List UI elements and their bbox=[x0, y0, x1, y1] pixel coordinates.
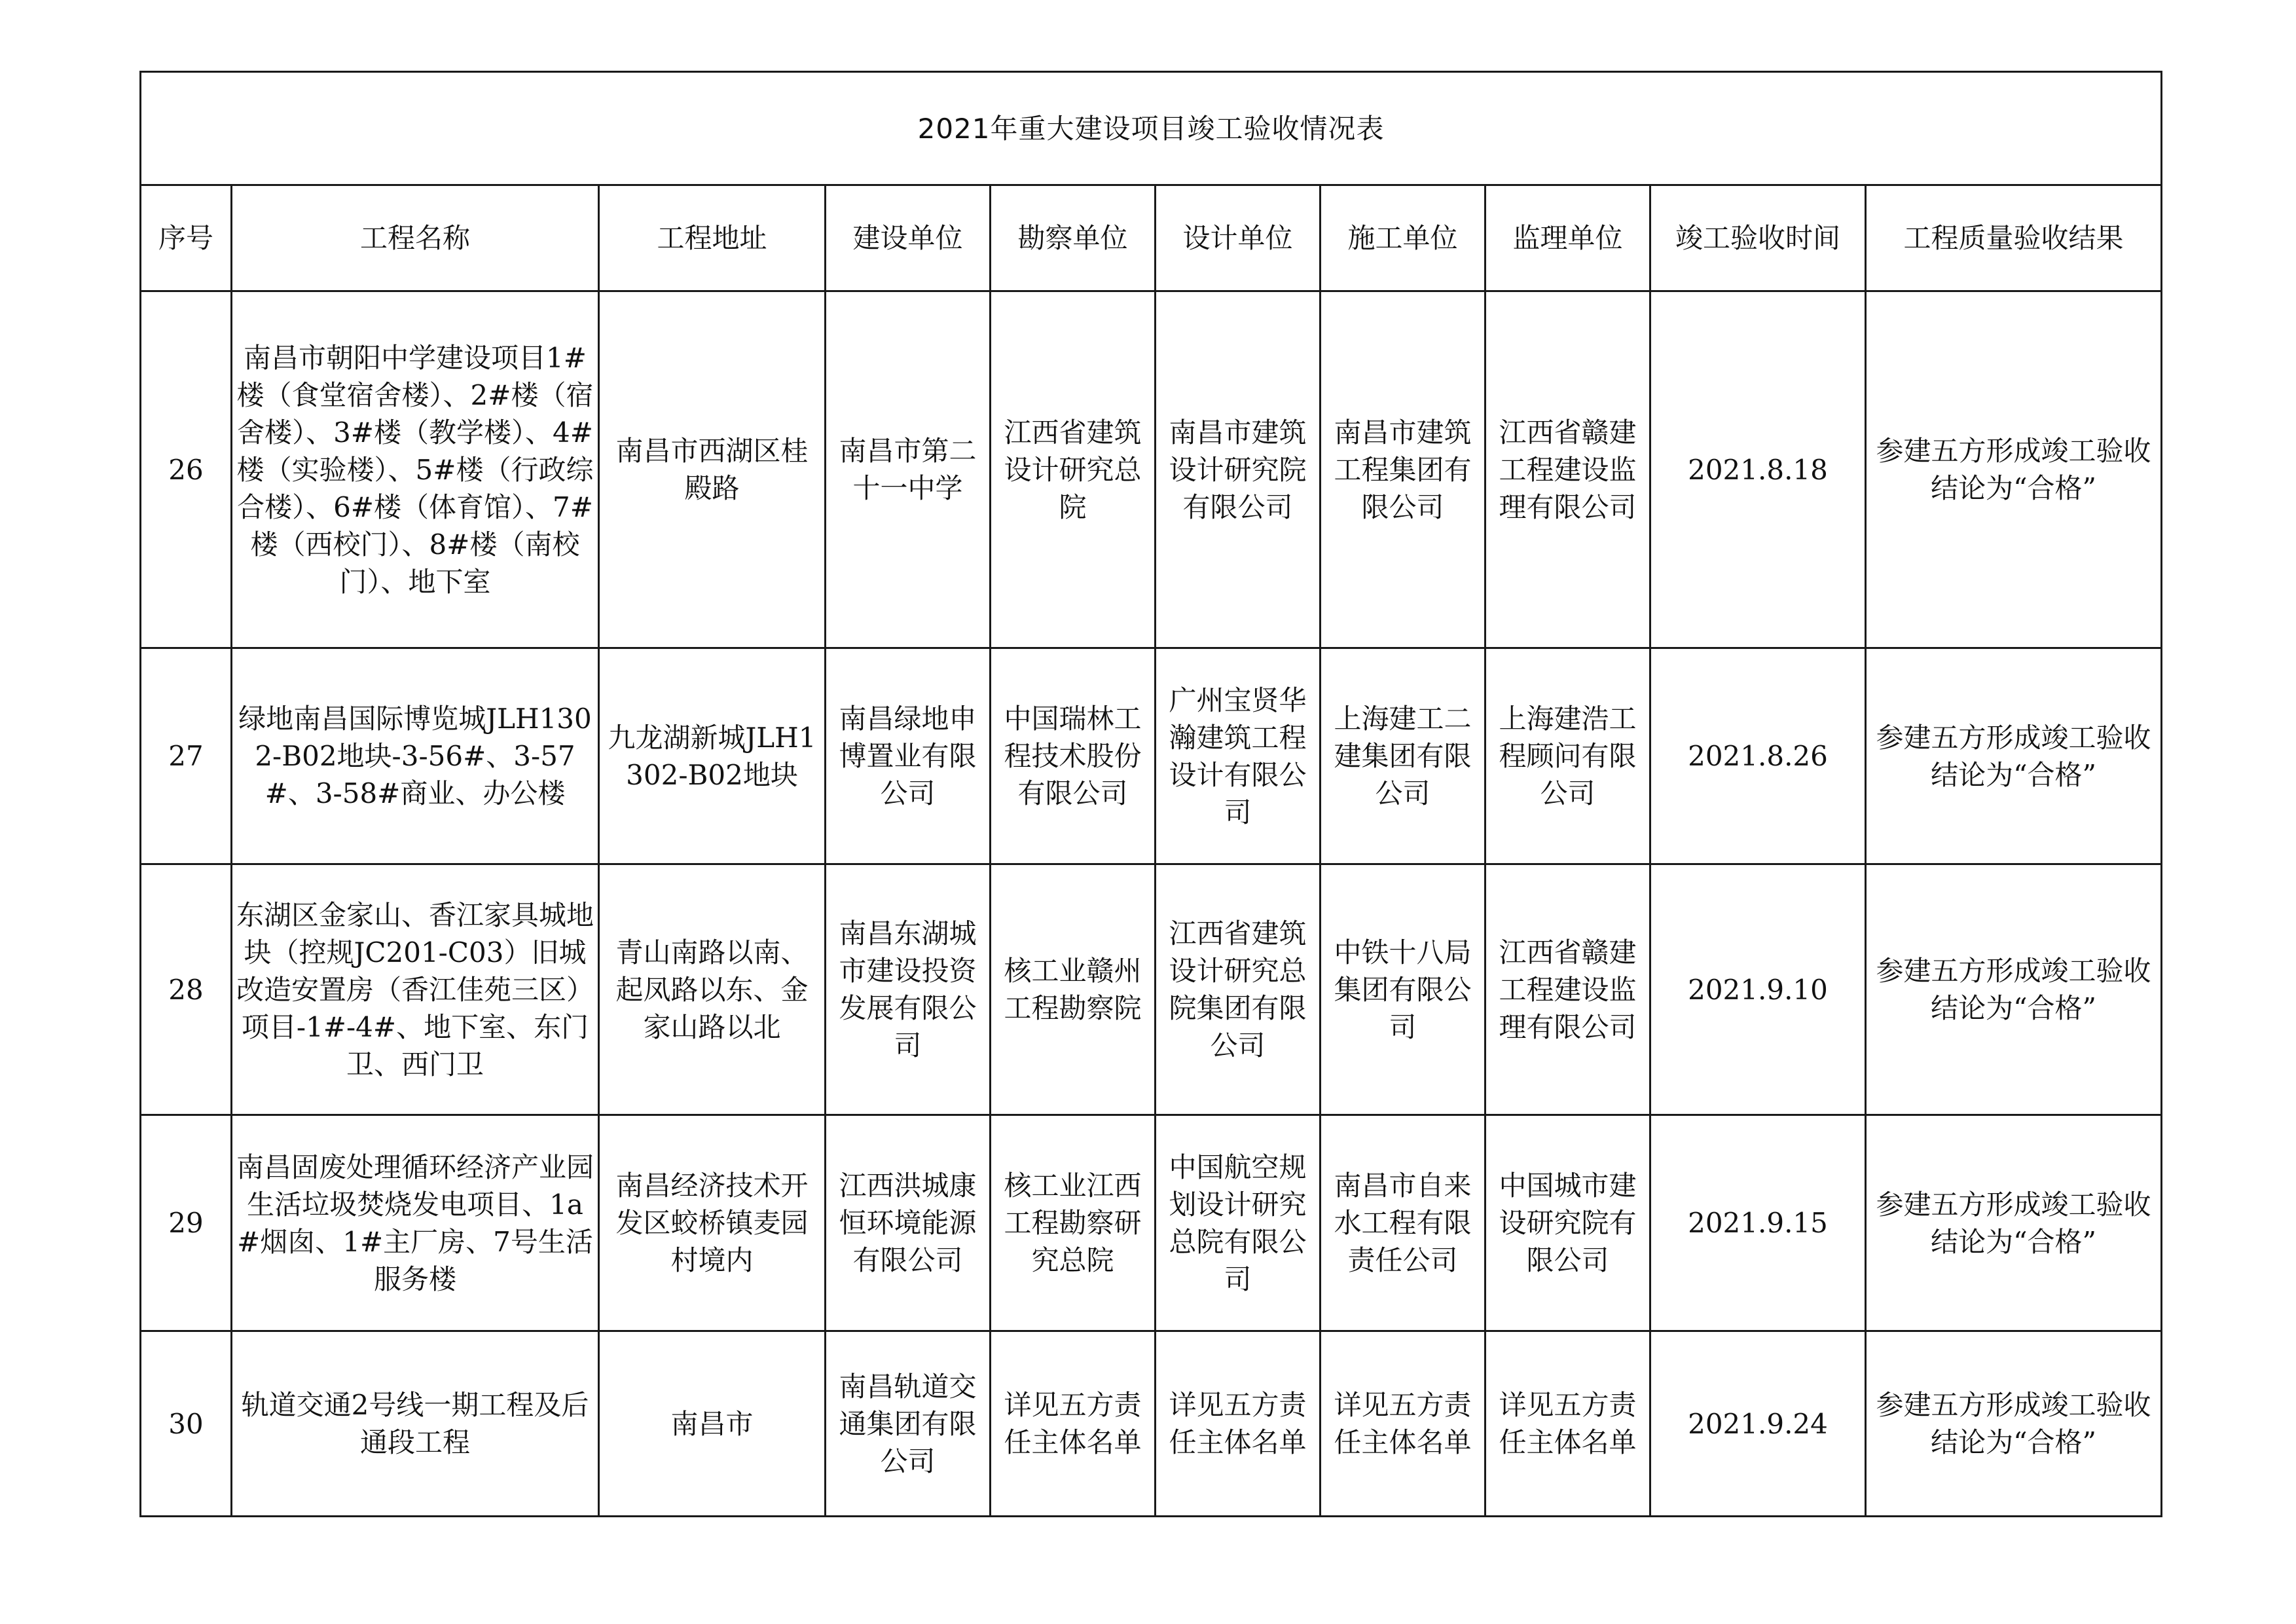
cell-seq: 28 bbox=[141, 864, 232, 1115]
cell-design: 江西省建筑设计研究总院集团有限公司 bbox=[1156, 864, 1321, 1115]
cell-acceptance-date: 2021.9.10 bbox=[1650, 864, 1866, 1115]
cell-quality-result: 参建五方形成竣工验收结论为“合格” bbox=[1866, 1331, 2162, 1517]
table-row bbox=[141, 1331, 2162, 1517]
cell-builder: 南昌东湖城市建设投资发展有限公司 bbox=[826, 864, 991, 1115]
cell-survey: 核工业赣州工程勘察院 bbox=[991, 864, 1156, 1115]
cell-seq: 30 bbox=[141, 1331, 232, 1517]
cell-quality-result: 参建五方形成竣工验收结论为“合格” bbox=[1866, 1115, 2162, 1331]
cell-address: 南昌经济技术开发区蛟桥镇麦园村境内 bbox=[599, 1115, 826, 1331]
cell-construction: 上海建工二建集团有限公司 bbox=[1321, 648, 1485, 864]
cell-quality-result: 参建五方形成竣工验收结论为“合格” bbox=[1866, 648, 2162, 864]
table-row bbox=[141, 648, 2162, 864]
title-row bbox=[141, 72, 2162, 185]
cell-project-name: 东湖区金家山、香江家具城地块（控规JC201-C03）旧城改造安置房（香江佳苑三区）项目-1#-4#、地下室、东门卫、西门卫 bbox=[232, 864, 599, 1115]
cell-quality-result: 参建五方形成竣工验收结论为“合格” bbox=[1866, 291, 2162, 648]
cell-address: 南昌市西湖区桂殿路 bbox=[599, 291, 826, 648]
cell-project-name: 南昌固废处理循环经济产业园生活垃圾焚烧发电项目、1a#烟囱、1#主厂房、7号生活服务楼 bbox=[232, 1115, 599, 1331]
cell-project-name: 轨道交通2号线一期工程及后通段工程 bbox=[232, 1331, 599, 1517]
cell-supervision: 江西省赣建工程建设监理有限公司 bbox=[1485, 864, 1650, 1115]
cell-builder: 江西洪城康恒环境能源有限公司 bbox=[826, 1115, 991, 1331]
cell-supervision: 中国城市建设研究院有限公司 bbox=[1485, 1115, 1650, 1331]
column-header-project-name: 工程名称 bbox=[232, 185, 599, 291]
cell-design: 中国航空规划设计研究总院有限公司 bbox=[1156, 1115, 1321, 1331]
cell-design: 广州宝贤华瀚建筑工程设计有限公司 bbox=[1156, 648, 1321, 864]
completion-acceptance-table bbox=[139, 71, 2162, 1517]
table-title: 2021年重大建设项目竣工验收情况表 bbox=[141, 72, 2162, 185]
cell-builder: 南昌绿地申博置业有限公司 bbox=[826, 648, 991, 864]
cell-survey: 中国瑞林工程技术股份有限公司 bbox=[991, 648, 1156, 864]
cell-address: 南昌市 bbox=[599, 1331, 826, 1517]
cell-seq: 27 bbox=[141, 648, 232, 864]
cell-project-name: 绿地南昌国际博览城JLH1302-B02地块-3-56#、3-57#、3-58#商业、办公楼 bbox=[232, 648, 599, 864]
table-row bbox=[141, 864, 2162, 1115]
cell-builder: 南昌轨道交通集团有限公司 bbox=[826, 1331, 991, 1517]
cell-seq: 29 bbox=[141, 1115, 232, 1331]
column-header-address: 工程地址 bbox=[599, 185, 826, 291]
cell-supervision: 详见五方责任主体名单 bbox=[1485, 1331, 1650, 1517]
cell-construction: 南昌市自来水工程有限责任公司 bbox=[1321, 1115, 1485, 1331]
column-header-supervision: 监理单位 bbox=[1485, 185, 1650, 291]
cell-acceptance-date: 2021.9.24 bbox=[1650, 1331, 1866, 1517]
column-header-construction: 施工单位 bbox=[1321, 185, 1485, 291]
cell-address: 九龙湖新城JLH1302-B02地块 bbox=[599, 648, 826, 864]
column-header-seq: 序号 bbox=[141, 185, 232, 291]
cell-acceptance-date: 2021.9.15 bbox=[1650, 1115, 1866, 1331]
cell-survey: 核工业江西工程勘察研究总院 bbox=[991, 1115, 1156, 1331]
table-row bbox=[141, 291, 2162, 648]
cell-survey: 江西省建筑设计研究总院 bbox=[991, 291, 1156, 648]
cell-supervision: 上海建浩工程顾问有限公司 bbox=[1485, 648, 1650, 864]
cell-seq: 26 bbox=[141, 291, 232, 648]
cell-survey: 详见五方责任主体名单 bbox=[991, 1331, 1156, 1517]
cell-design: 南昌市建筑设计研究院有限公司 bbox=[1156, 291, 1321, 648]
cell-builder: 南昌市第二十一中学 bbox=[826, 291, 991, 648]
cell-address: 青山南路以南、起凤路以东、金家山路以北 bbox=[599, 864, 826, 1115]
column-header-design: 设计单位 bbox=[1156, 185, 1321, 291]
column-header-quality-result: 工程质量验收结果 bbox=[1866, 185, 2162, 291]
column-header-acceptance-date: 竣工验收时间 bbox=[1650, 185, 1866, 291]
cell-quality-result: 参建五方形成竣工验收结论为“合格” bbox=[1866, 864, 2162, 1115]
cell-design: 详见五方责任主体名单 bbox=[1156, 1331, 1321, 1517]
column-header-builder: 建设单位 bbox=[826, 185, 991, 291]
cell-acceptance-date: 2021.8.18 bbox=[1650, 291, 1866, 648]
cell-acceptance-date: 2021.8.26 bbox=[1650, 648, 1866, 864]
cell-supervision: 江西省赣建工程建设监理有限公司 bbox=[1485, 291, 1650, 648]
cell-construction: 南昌市建筑工程集团有限公司 bbox=[1321, 291, 1485, 648]
cell-project-name: 南昌市朝阳中学建设项目1#楼（食堂宿舍楼）、2#楼（宿舍楼）、3#楼（教学楼）、4#楼（实验楼）、5#楼（行政综合楼）、6#楼（体育馆）、7#楼（西校门）、8#楼（南校门）、地下室 bbox=[232, 291, 599, 648]
column-header-survey: 勘察单位 bbox=[991, 185, 1156, 291]
cell-construction: 详见五方责任主体名单 bbox=[1321, 1331, 1485, 1517]
table-row bbox=[141, 1115, 2162, 1331]
cell-construction: 中铁十八局集团有限公司 bbox=[1321, 864, 1485, 1115]
header-row bbox=[141, 185, 2162, 291]
